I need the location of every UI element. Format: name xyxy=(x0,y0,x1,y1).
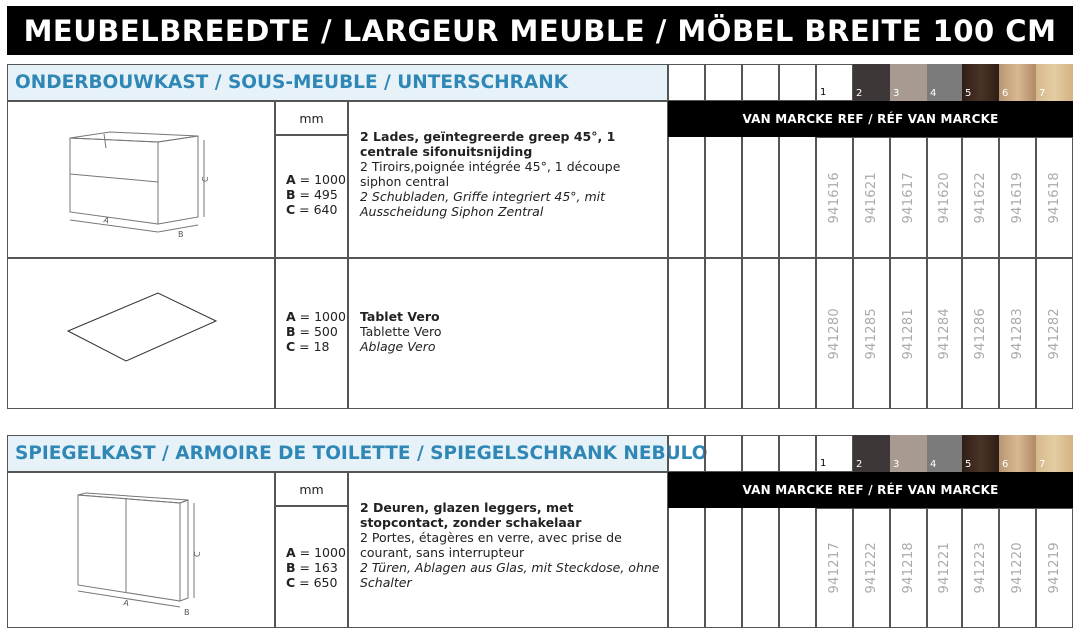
color-swatch-7 xyxy=(1036,64,1073,101)
ref-cell-1 xyxy=(816,258,853,409)
dimensions-list xyxy=(286,545,346,590)
ref-cell-3 xyxy=(890,137,927,258)
swatch-number: 6 xyxy=(1002,88,1009,99)
dimension-c-label: C xyxy=(193,551,202,557)
ref-cell-2 xyxy=(853,137,890,258)
ref-number: 941218 xyxy=(901,542,916,594)
ref-cell-7 xyxy=(1036,508,1073,628)
ref-number: 941619 xyxy=(1010,171,1025,224)
cabinet-drawing xyxy=(8,102,276,259)
empty-cell xyxy=(742,258,779,409)
ref-number: 941219 xyxy=(1047,542,1062,594)
color-swatch-4 xyxy=(927,64,964,101)
ref-header: VAN MARCKE REF / RÉF VAN MARCKE xyxy=(668,472,1073,508)
empty-cell xyxy=(705,435,742,472)
ref-number: 941221 xyxy=(937,542,952,594)
ref-cell-1 xyxy=(816,137,853,258)
dim-value: = 500 xyxy=(295,324,338,339)
swatch-number: 6 xyxy=(1002,459,1009,470)
ref-cell-5 xyxy=(962,137,999,258)
color-swatch-3 xyxy=(890,64,927,101)
ref-header: VAN MARCKE REF / RÉF VAN MARCKE xyxy=(668,101,1073,137)
dimension-a-label: A xyxy=(102,215,111,226)
description-fr: Tablette Vero xyxy=(360,324,442,339)
dim-key: C xyxy=(286,575,296,590)
dim-value: = 18 xyxy=(295,339,330,354)
empty-cell xyxy=(742,64,779,101)
ref-number: 941217 xyxy=(827,542,842,594)
color-swatch-7 xyxy=(1036,435,1073,472)
ref-cell-2 xyxy=(853,508,890,628)
dimension-a-label: A xyxy=(122,598,130,609)
dim-key: A xyxy=(286,545,296,560)
empty-cell xyxy=(668,64,705,101)
tablet-drawing xyxy=(8,259,276,410)
mirror-cabinet-drawing xyxy=(8,473,276,629)
dimensions-list xyxy=(286,172,346,217)
ref-number: 941284 xyxy=(937,307,952,360)
dim-key: B xyxy=(286,560,296,575)
empty-cell xyxy=(779,64,816,101)
swatch-number: 3 xyxy=(893,88,900,99)
description-nl: Tablet Vero xyxy=(360,309,440,324)
ref-cell-3 xyxy=(890,508,927,628)
swatch-number: 7 xyxy=(1039,459,1046,470)
section-title: ONDERBOUWKAST / SOUS-MEUBLE / UNTERSCHRANK xyxy=(7,64,668,101)
swatch-number: 5 xyxy=(965,459,972,470)
product-image-cell xyxy=(7,258,275,409)
ref-cell-5 xyxy=(962,508,999,628)
dim-key: A xyxy=(286,309,296,324)
description-cell xyxy=(348,101,668,258)
dim-value: = 1000 xyxy=(295,172,346,187)
dimensions-cell xyxy=(275,506,348,628)
swatch-number: 2 xyxy=(856,459,863,470)
description-de: Ablage Vero xyxy=(360,339,436,354)
section-spiegelkast xyxy=(7,435,1073,628)
swatch-number: 4 xyxy=(930,459,937,470)
dim-value: = 1000 xyxy=(295,545,346,560)
product-image-cell xyxy=(7,472,275,628)
description xyxy=(360,500,665,590)
ref-number: 941282 xyxy=(1047,307,1062,360)
section-title: SPIEGELKAST / ARMOIRE DE TOILETTE / SPIEGELSCHRANK NEBULO xyxy=(7,435,668,472)
swatch-number: 4 xyxy=(930,88,937,99)
ref-number: 941220 xyxy=(1010,542,1025,594)
description-nl: 2 Lades, geïntegreerde greep 45°, 1 centrale sifonuitsnijding xyxy=(360,129,616,159)
ref-number: 941617 xyxy=(901,171,916,224)
description-de: 2 Schubladen, Griffe integriert 45°, mit Ausscheidung Siphon Zentral xyxy=(360,189,606,219)
ref-cell-1 xyxy=(816,508,853,628)
dimensions-list xyxy=(286,309,346,354)
ref-cell-6 xyxy=(999,508,1036,628)
swatch-number: 1 xyxy=(820,87,827,98)
swatch-number: 2 xyxy=(856,88,863,99)
page-title: MEUBELBREEDTE / LARGEUR MEUBLE / MÖBEL BREITE 100 CM xyxy=(7,6,1073,55)
ref-cell-4 xyxy=(927,508,962,628)
swatch-number: 5 xyxy=(965,88,972,99)
ref-number: 941223 xyxy=(973,542,988,594)
ref-cell-7 xyxy=(1036,258,1073,409)
color-swatch-2 xyxy=(853,435,890,472)
empty-cell xyxy=(668,258,705,409)
dim-value: = 495 xyxy=(295,187,338,202)
mm-header: mm xyxy=(275,472,348,506)
description-cell xyxy=(348,472,668,628)
ref-number: 941616 xyxy=(827,171,842,224)
ref-cell-2 xyxy=(853,258,890,409)
color-swatch-5 xyxy=(962,64,999,101)
dimensions-cell xyxy=(275,258,348,409)
swatch-number: 7 xyxy=(1039,88,1046,99)
dim-key: C xyxy=(286,202,296,217)
ref-cell-3 xyxy=(890,258,927,409)
color-swatch-1 xyxy=(816,64,853,101)
dim-value: = 650 xyxy=(295,575,338,590)
description-cell xyxy=(348,258,668,409)
description-fr: 2 Portes, étagères en verre, avec prise de courant, sans interrupteur xyxy=(360,530,622,560)
ref-cell-4 xyxy=(927,258,962,409)
color-swatch-3 xyxy=(890,435,927,472)
empty-cell xyxy=(668,435,705,472)
color-swatch-1 xyxy=(816,435,853,472)
color-swatch-2 xyxy=(853,64,890,101)
color-swatch-5 xyxy=(962,435,999,472)
ref-number: 941618 xyxy=(1047,171,1062,224)
description-fr: 2 Tiroirs,poignée intégrée 45°, 1 découpe siphon central xyxy=(360,159,621,189)
ref-cell-4 xyxy=(927,137,962,258)
dim-key: B xyxy=(286,187,296,202)
ref-number: 941620 xyxy=(937,171,952,224)
ref-cell-6 xyxy=(999,137,1036,258)
dim-key: B xyxy=(286,324,296,339)
color-swatch-6 xyxy=(999,64,1036,101)
dimension-c-label: C xyxy=(201,176,210,182)
description xyxy=(360,309,660,354)
empty-cell xyxy=(705,258,742,409)
color-swatch-6 xyxy=(999,435,1036,472)
description-de: 2 Türen, Ablagen aus Glas, mit Steckdose, ohne Schalter xyxy=(360,560,660,590)
product-image-cell xyxy=(7,101,275,258)
description xyxy=(360,129,660,219)
empty-cell xyxy=(705,64,742,101)
mm-header: mm xyxy=(275,101,348,135)
dimensions-cell xyxy=(275,135,348,258)
ref-number: 941222 xyxy=(864,542,879,594)
ref-number: 941280 xyxy=(827,307,842,360)
ref-number: 941622 xyxy=(973,171,988,224)
dimension-b-label: B xyxy=(178,230,184,239)
ref-number: 941283 xyxy=(1010,307,1025,360)
description-nl: 2 Deuren, glazen leggers, met stopcontact, zonder schakelaar xyxy=(360,500,582,530)
ref-cell-5 xyxy=(962,258,999,409)
color-swatch-4 xyxy=(927,435,964,472)
ref-number: 941285 xyxy=(864,307,879,360)
swatch-number: 1 xyxy=(820,458,827,469)
ref-cell-7 xyxy=(1036,137,1073,258)
dimension-b-label: B xyxy=(184,608,190,617)
section-onderbouwkast xyxy=(7,64,1073,409)
ref-number: 941281 xyxy=(901,307,916,360)
dim-value: = 640 xyxy=(295,202,338,217)
dim-key: C xyxy=(286,339,296,354)
swatch-number: 3 xyxy=(893,459,900,470)
ref-cell-6 xyxy=(999,258,1036,409)
ref-number: 941621 xyxy=(864,171,879,224)
dim-value: = 1000 xyxy=(295,309,346,324)
empty-cell xyxy=(779,258,816,409)
dim-key: A xyxy=(286,172,296,187)
empty-cell xyxy=(742,435,779,472)
empty-cell xyxy=(779,435,816,472)
dim-value: = 163 xyxy=(295,560,338,575)
ref-number: 941286 xyxy=(973,307,988,360)
